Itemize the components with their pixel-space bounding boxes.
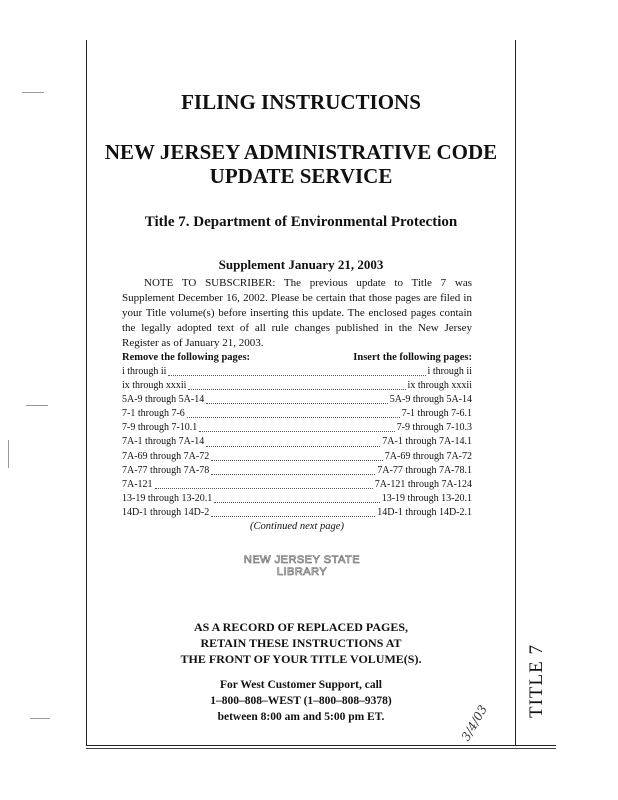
handwritten-note: 3/4/03 [458, 702, 491, 744]
title-heading: Title 7. Department of Environmental Protection [144, 214, 458, 230]
remove-pages: 13-19 through 13-20.1 [122, 492, 213, 504]
insert-header: Insert the following pages: [353, 352, 472, 363]
page-border-right [515, 40, 516, 746]
remove-pages: ix through xxxii [122, 380, 187, 392]
insert-pages: 5A-9 through 5A-14 [389, 394, 472, 406]
remove-pages: 7A-77 through 7A-78 [122, 464, 210, 476]
remove-pages: i through ii [122, 366, 167, 377]
continued-note: (Continued next page) [250, 521, 344, 533]
table-row [122, 464, 472, 478]
scan-mark [8, 440, 9, 468]
table-header [122, 350, 472, 365]
remove-pages: 5A-9 through 5A-14 [122, 394, 205, 406]
remove-pages: 7A-1 through 7A-14 [122, 436, 205, 448]
code-title-line: UPDATE SERVICE [209, 164, 393, 188]
scan-mark [26, 405, 48, 406]
table-row [122, 492, 472, 506]
remove-pages: 7A-121 [122, 478, 153, 490]
leader-dots [206, 402, 388, 404]
table-row [122, 407, 472, 421]
page-border-bottom [86, 745, 556, 746]
remove-pages: 7-1 through 7-6 [122, 408, 185, 420]
page-title: FILING INSTRUCTIONS [181, 90, 421, 114]
leader-dots [155, 487, 373, 489]
insert-pages: 7A-69 through 7A-72 [384, 450, 472, 462]
leader-dots [211, 459, 383, 461]
leader-dots [211, 515, 375, 517]
leader-dots [214, 501, 379, 503]
remove-pages: 7A-69 through 7A-72 [122, 450, 210, 462]
insert-pages: ix through xxxii [407, 380, 472, 392]
table-row [122, 365, 472, 379]
library-stamp: NEW JERSEY STATE LIBRARY [243, 554, 361, 578]
table-row [122, 393, 472, 407]
leader-dots [211, 473, 375, 475]
insert-pages: 7-9 through 7-10.3 [396, 422, 472, 434]
table-row [122, 379, 472, 393]
record-notice [96, 619, 506, 667]
insert-pages: 13-19 through 13-20.1 [381, 492, 472, 504]
insert-pages: 7A-77 through 7A-78.1 [377, 464, 472, 476]
support-phone: 1–800–808–WEST (1–800–808–9378) [210, 695, 392, 707]
leader-dots [188, 388, 405, 390]
insert-pages: 7A-121 through 7A-124 [374, 478, 472, 490]
code-title-line: NEW JERSEY ADMINISTRATIVE CODE [104, 140, 498, 164]
table-row [122, 435, 472, 449]
subscriber-note: NOTE TO SUBSCRIBER: The previous update to Title 7 was Supplement December 16, 2002. Please be certain that those pages are filed in your Title volume(s) before inserting this update. The enclosed pages contain the legally adopted text of all rule changes published in the New Jersey Register as of January 21, 2003. [122, 277, 472, 349]
leader-dots [206, 445, 380, 447]
insert-pages: 14D-1 through 14D-2.1 [377, 506, 472, 518]
page-border-left [86, 40, 87, 746]
table-row [122, 478, 472, 492]
record-line: RETAIN THESE INSTRUCTIONS AT [200, 636, 402, 650]
scan-mark [30, 718, 50, 719]
side-tab-label: TITLE 7 [526, 643, 548, 719]
leader-dots [199, 430, 394, 432]
leader-dots [168, 374, 425, 376]
insert-pages: i through ii [427, 366, 472, 377]
support-hours: between 8:00 am and 5:00 pm ET. [217, 711, 385, 723]
table-row [122, 421, 472, 435]
code-title [96, 140, 506, 188]
page-table [122, 350, 472, 534]
insert-pages: 7A-1 through 7A-14.1 [382, 436, 472, 448]
remove-pages: 7-9 through 7-10.1 [122, 422, 198, 434]
support-info [96, 677, 506, 725]
leader-dots [187, 416, 400, 418]
scan-mark [22, 92, 44, 93]
record-line: AS A RECORD OF REPLACED PAGES, [193, 620, 409, 634]
support-line: For West Customer Support, call [220, 679, 382, 691]
remove-pages: 14D-1 through 14D-2 [122, 506, 210, 518]
insert-pages: 7-1 through 7-6.1 [401, 408, 472, 420]
table-row [122, 450, 472, 464]
record-line: THE FRONT OF YOUR TITLE VOLUME(S). [180, 652, 422, 666]
remove-header: Remove the following pages: [122, 352, 251, 363]
supplement-date: Supplement January 21, 2003 [218, 257, 384, 272]
table-row [122, 506, 472, 520]
page-border-bottom-inner [86, 748, 556, 749]
side-tab [526, 645, 548, 717]
